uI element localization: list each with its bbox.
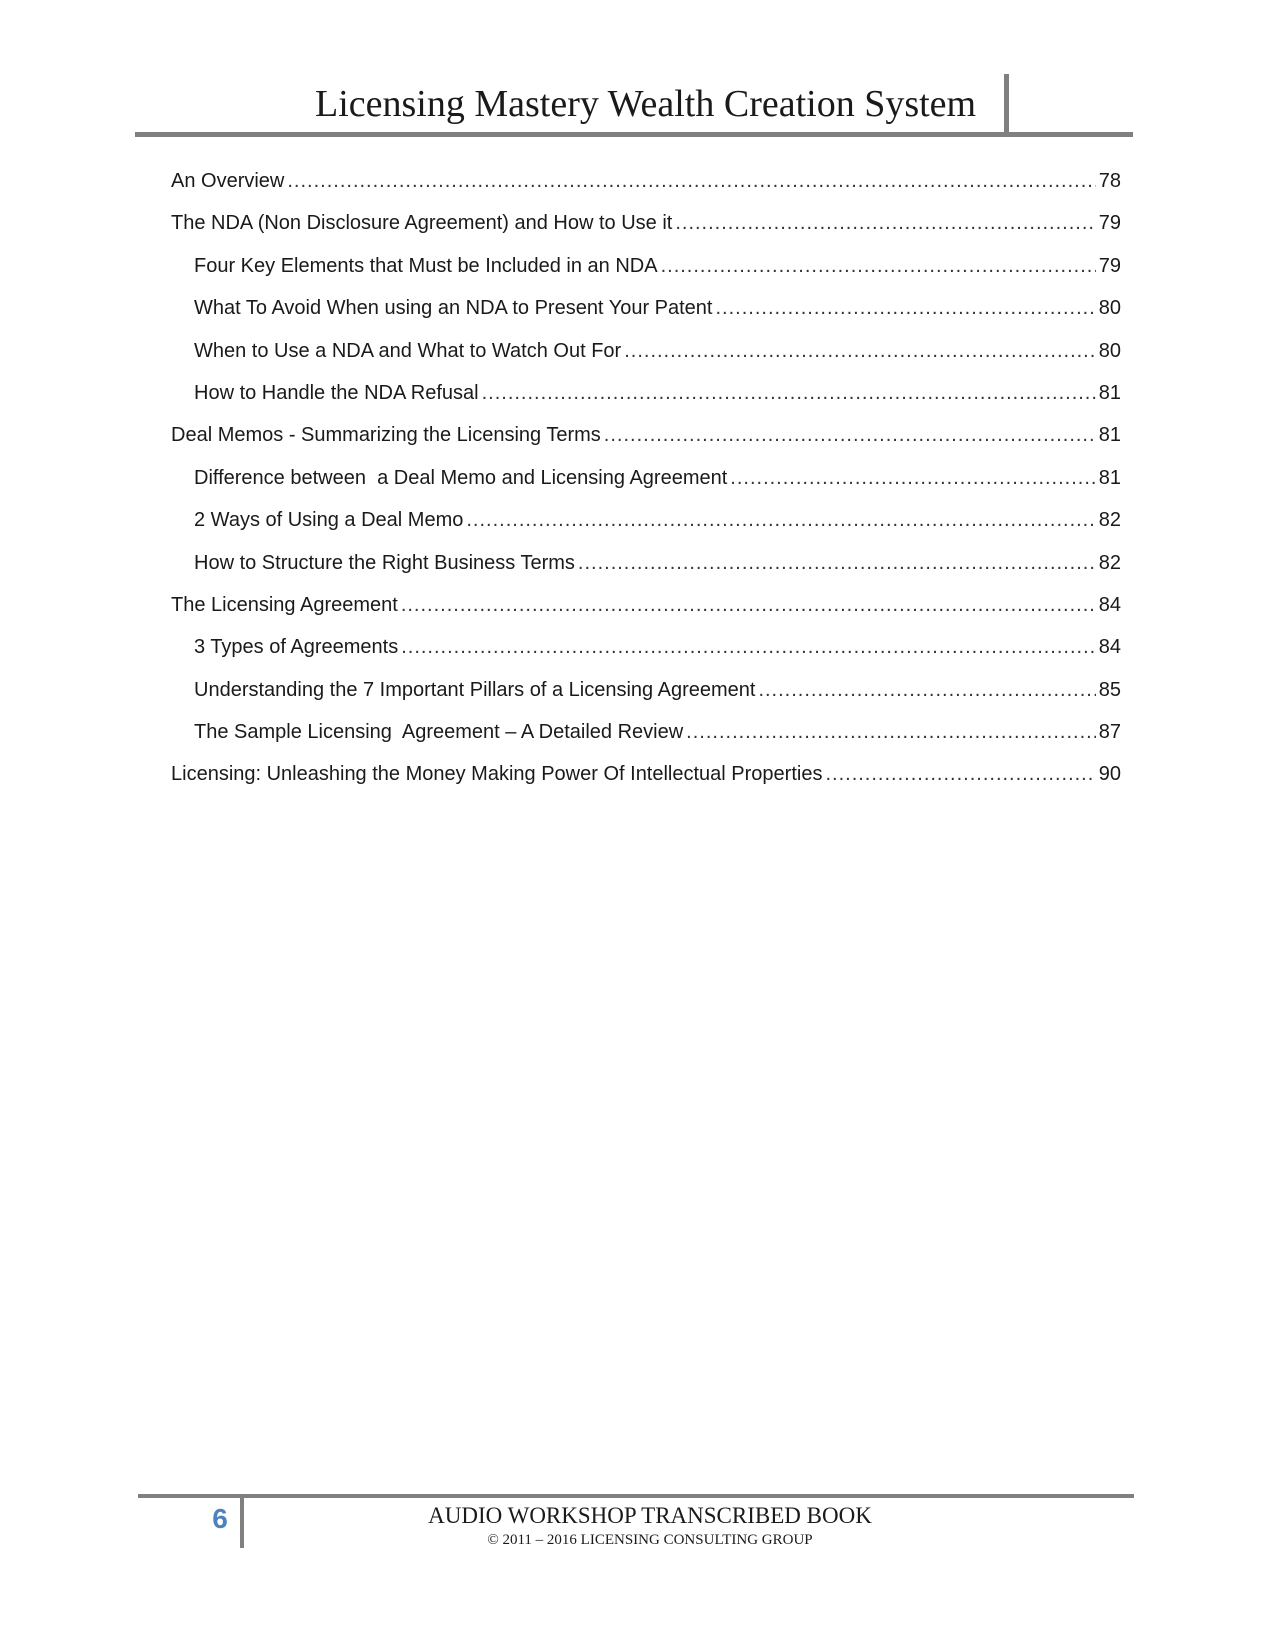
header-rule [135,132,1133,137]
toc-entry[interactable] [171,414,1121,456]
toc-dot-leader [401,626,1096,668]
toc-entry[interactable] [171,330,1121,372]
toc-entry-title: Four Key Elements that Must be Included in an NDA [194,254,658,277]
toc-dot-leader [825,753,1095,795]
toc-dot-leader [661,245,1096,287]
header-title: Licensing Mastery Wealth Creation System [315,83,977,125]
toc-entry[interactable] [171,584,1121,626]
toc-dot-leader [604,414,1096,456]
toc-entry[interactable] [171,542,1121,584]
toc-entry-page-number: 84 [1098,636,1121,659]
toc-entry-title: When to Use a NDA and What to Watch Out For [194,339,622,362]
toc-entry[interactable] [171,753,1121,795]
toc-dot-leader [287,160,1095,202]
toc-entry-title: 2 Ways of Using a Deal Memo [194,509,464,532]
toc-entry-page-number: 87 [1098,721,1121,744]
header-vertical-bar [1004,74,1009,135]
toc-dot-leader [675,202,1095,244]
toc-entry[interactable] [171,160,1121,202]
toc-dot-leader [624,330,1096,372]
toc-entry[interactable] [171,245,1121,287]
toc-entry-title: How to Handle the NDA Refusal [194,381,479,404]
toc-dot-leader [758,669,1095,711]
toc-entry-page-number: 79 [1098,212,1121,235]
toc-entry-title: Difference between a Deal Memo and Licensing Agreement [194,466,728,489]
footer-title: AUDIO WORKSHOP TRANSCRIBED BOOK [428,1503,872,1528]
toc-entry[interactable] [171,499,1121,541]
toc-entry-page-number: 80 [1098,339,1121,362]
toc-entry-page-number: 79 [1098,254,1121,277]
toc-entry[interactable] [171,711,1121,753]
toc-entry-page-number: 78 [1098,170,1121,192]
toc-entry[interactable] [171,669,1121,711]
page-number: 6 [212,1503,228,1534]
toc-entry[interactable] [171,457,1121,499]
toc-entry-title: An Overview [171,170,285,192]
footer-copyright: © 2011 – 2016 LICENSING CONSULTING GROUP [487,1532,813,1548]
footer-vertical-bar [240,1496,244,1548]
toc-entry-title: The NDA (Non Disclosure Agreement) and How to Use it [171,212,673,235]
toc-entry-title: The Licensing Agreement [171,593,398,616]
toc-entry[interactable] [171,372,1121,414]
table-of-contents [171,160,1121,796]
toc-entry[interactable] [171,202,1121,244]
toc-entry-title: How to Structure the Right Business Terms [194,551,575,574]
toc-entry-title: 3 Types of Agreements [194,636,399,659]
toc-entry-page-number: 81 [1098,381,1121,404]
toc-dot-leader [578,542,1096,584]
toc-dot-leader [466,499,1095,541]
toc-entry-title: Licensing: Unleashing the Money Making Power Of Intellectual Properties [171,763,823,786]
toc-entry[interactable] [171,287,1121,329]
toc-entry-page-number: 84 [1098,593,1121,616]
toc-dot-leader [730,457,1095,499]
toc-dot-leader [686,711,1096,753]
toc-entry-title: Deal Memos - Summarizing the Licensing Terms [171,424,601,447]
toc-entry-page-number: 82 [1098,551,1121,574]
toc-entry-page-number: 90 [1098,763,1121,786]
toc-dot-leader [482,372,1096,414]
toc-entry[interactable] [171,626,1121,668]
toc-entry-page-number: 82 [1098,509,1121,532]
toc-entry-title: Understanding the 7 Important Pillars of a Licensing Agreement [194,678,756,701]
toc-entry-page-number: 81 [1098,466,1121,489]
toc-dot-leader [401,584,1096,626]
toc-entry-page-number: 85 [1098,678,1121,701]
toc-dot-leader [715,287,1095,329]
toc-entry-title: The Sample Licensing Agreement – A Detailed Review [194,721,684,744]
footer-rule [138,1494,1134,1498]
toc-entry-page-number: 80 [1098,297,1121,320]
toc-entry-title: What To Avoid When using an NDA to Present Your Patent [194,297,713,320]
toc-entry-page-number: 81 [1098,424,1121,447]
